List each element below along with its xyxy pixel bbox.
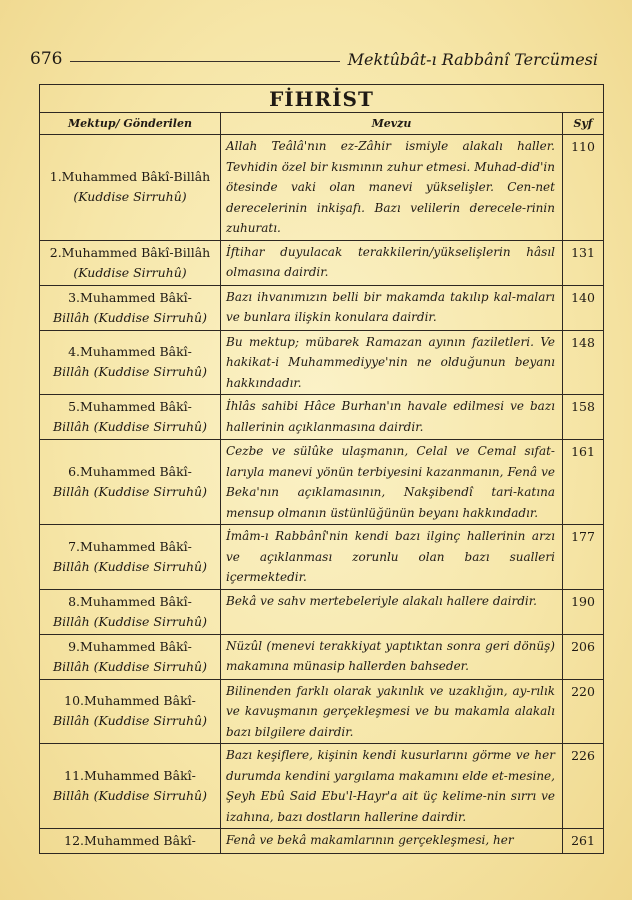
page-cell: 190 bbox=[562, 589, 603, 634]
header-rule bbox=[70, 61, 339, 62]
table-row bbox=[40, 285, 604, 330]
subject-cell: İhlâs sahibi Hâce Burhan'ın havale edilmesi ve bazı hallerinin açıklanmasına dairdir. bbox=[221, 395, 563, 440]
book-title: Mektûbât-ı Rabbânî Tercümesi bbox=[347, 50, 598, 69]
table-title: FİHRİST bbox=[40, 85, 604, 113]
page-cell: 131 bbox=[562, 240, 603, 285]
recipient-honorific: Billâh (Kuddise Sirruhû) bbox=[52, 788, 207, 803]
page-cell: 158 bbox=[562, 395, 603, 440]
recipient-honorific: Billâh (Kuddise Sirruhû) bbox=[52, 484, 207, 499]
recipient-cell bbox=[40, 829, 221, 854]
running-header bbox=[30, 42, 598, 70]
recipient-name: 11.Muhammed Bâkî- bbox=[64, 768, 196, 783]
recipient-honorific: Billâh (Kuddise Sirruhû) bbox=[52, 558, 207, 574]
subject-cell: Cezbe ve sülûke ulaşmanın, Celal ve Cemal sıfat-larıyla manevi yönün terbiyesini kazanmanın, Fenâ ve Beka'nın açıklamasının, Nakşibendî tari-katına mensup olmanın üstünlüğünün beyanı hakkındadır. bbox=[221, 440, 563, 525]
recipient-name: 1.Muhammed Bâkî-Billâh bbox=[49, 169, 211, 185]
recipient-cell bbox=[40, 744, 221, 829]
recipient-honorific: Billâh (Kuddise Sirruhû) bbox=[52, 419, 207, 434]
table-row bbox=[40, 679, 604, 744]
recipient-name: 2.Muhammed Bâkî-Billâh bbox=[49, 244, 211, 260]
table-row bbox=[40, 395, 604, 440]
recipient-cell bbox=[40, 525, 221, 590]
page-cell: 226 bbox=[562, 744, 603, 829]
table-row bbox=[40, 330, 604, 395]
recipient-name: 3.Muhammed Bâkî- bbox=[68, 289, 192, 305]
recipient-honorific: Billâh (Kuddise Sirruhû) bbox=[52, 364, 207, 380]
recipient-name: 10.Muhammed Bâkî- bbox=[64, 693, 196, 709]
subject-cell: Bekâ ve sahv mertebeleriyle alakalı hallere dairdir. bbox=[221, 589, 563, 634]
subject-cell: Allah Teâlâ'nın ez-Zâhir ismiyle alakalı haller. Tevhidin özel bir kısmının zuhur etmesi. Muhad-did'in ötesinde vaki olan manevi yükselişler. Cen-net derecelerinin inkişafı. Bazı velilerin derecele-rinin zuhuratı. bbox=[221, 135, 563, 241]
table-row bbox=[40, 634, 604, 679]
column-header-recipient: Mektup/ Gönderilen bbox=[40, 113, 221, 135]
recipient-name: 8.Muhammed Bâkî- bbox=[68, 593, 192, 609]
recipient-name: 7.Muhammed Bâkî- bbox=[68, 538, 192, 554]
page-cell: 220 bbox=[562, 679, 603, 744]
recipient-cell bbox=[40, 395, 221, 440]
recipient-name: 5.Muhammed Bâkî- bbox=[68, 399, 192, 414]
subject-cell: İmâm-ı Rabbânî'nin kendi bazı ilginç hallerinin arzı ve açıklanması zorunlu olan bazı sualleri içermektedir. bbox=[221, 525, 563, 590]
recipient-honorific: Billâh (Kuddise Sirruhû) bbox=[52, 658, 207, 674]
recipient-honorific: Billâh (Kuddise Sirruhû) bbox=[52, 713, 207, 729]
column-header-subject: Mevzu bbox=[221, 113, 563, 135]
subject-cell: İftihar duyulacak terakkilerin/yükselişlerin hâsıl olmasına dairdir. bbox=[221, 240, 563, 285]
recipient-name: 9.Muhammed Bâkî- bbox=[68, 638, 192, 654]
recipient-honorific: (Kuddise Sirruhû) bbox=[73, 189, 187, 205]
index-table bbox=[39, 84, 604, 854]
table-row bbox=[40, 525, 604, 590]
recipient-honorific: Billâh (Kuddise Sirruhû) bbox=[52, 613, 207, 629]
page-cell: 110 bbox=[562, 135, 603, 241]
recipient-cell bbox=[40, 440, 221, 525]
subject-cell: Nüzûl (menevi terakkiyat yaptıktan sonra geri dönüş) makamına münasip hallerden bahseder. bbox=[221, 634, 563, 679]
recipient-name: 12.Muhammed Bâkî- bbox=[64, 833, 196, 848]
subject-cell: Fenâ ve bekâ makamlarının gerçekleşmesi, her bbox=[221, 829, 563, 854]
recipient-cell bbox=[40, 135, 221, 241]
subject-cell: Bazı ihvanımızın belli bir makamda takılıp kal-maları ve bunlara ilişkin konulara dairdir. bbox=[221, 285, 563, 330]
recipient-cell bbox=[40, 589, 221, 634]
column-headers bbox=[40, 113, 604, 135]
recipient-honorific: (Kuddise Sirruhû) bbox=[73, 264, 187, 280]
table-row bbox=[40, 589, 604, 634]
page-cell: 261 bbox=[562, 829, 603, 854]
page-cell: 148 bbox=[562, 330, 603, 395]
table-row bbox=[40, 240, 604, 285]
table-body bbox=[40, 135, 604, 854]
recipient-cell bbox=[40, 634, 221, 679]
page-cell: 177 bbox=[562, 525, 603, 590]
recipient-honorific: Billâh (Kuddise Sirruhû) bbox=[52, 309, 207, 325]
recipient-cell bbox=[40, 330, 221, 395]
recipient-cell bbox=[40, 285, 221, 330]
page-cell: 206 bbox=[562, 634, 603, 679]
recipient-cell bbox=[40, 240, 221, 285]
table-row bbox=[40, 135, 604, 241]
subject-cell: Bazı keşiflere, kişinin kendi kusurlarını görme ve her durumda kendini yargılama makamını elde et-mesine, Şeyh Ebû Said Ebu'l-Hayr'a ait üç kelime-nin sırrı ve izahına, bazı dostların hallerine dairdir. bbox=[221, 744, 563, 829]
page-cell: 140 bbox=[562, 285, 603, 330]
page-number: 676 bbox=[30, 49, 63, 69]
column-header-page: Syf bbox=[562, 113, 603, 135]
recipient-name: 6.Muhammed Bâkî- bbox=[68, 464, 192, 479]
table-row bbox=[40, 744, 604, 829]
table-row bbox=[40, 440, 604, 525]
table-row bbox=[40, 829, 604, 854]
subject-cell: Bu mektup; mübarek Ramazan ayının faziletleri. Ve hakikat-i Muhammediyye'nin ne olduğunun beyanı hakkındadır. bbox=[221, 330, 563, 395]
recipient-name: 4.Muhammed Bâkî- bbox=[68, 344, 192, 360]
subject-cell: Bilinenden farklı olarak yakınlık ve uzaklığın, ay-rılık ve kavuşmanın gerçekleşmesi ve bu makamla alakalı bazı bilgilere dairdir. bbox=[221, 679, 563, 744]
page-cell: 161 bbox=[562, 440, 603, 525]
recipient-cell bbox=[40, 679, 221, 744]
